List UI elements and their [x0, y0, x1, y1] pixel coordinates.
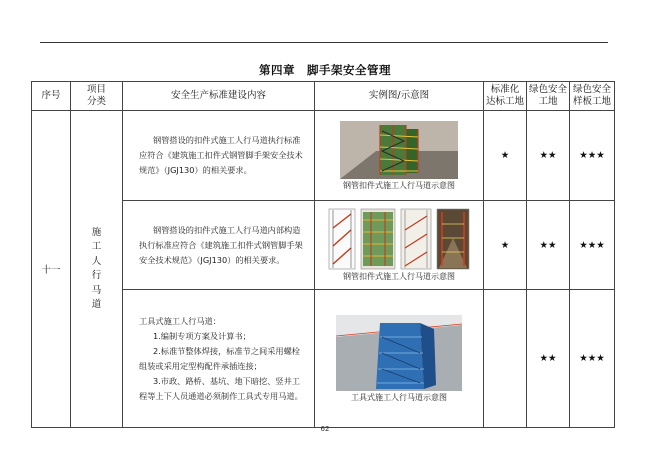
chapter-title: 第四章 脚手架安全管理 — [259, 63, 391, 77]
table-header-row — [32, 82, 615, 111]
scaffold-walkway-diagram-image — [327, 208, 471, 270]
header-rule — [40, 42, 608, 43]
header-image: 实例图/示意图 — [315, 82, 484, 111]
standard-rating: ★ — [484, 201, 527, 290]
content-paragraph: 1.编制专项方案及计算书； — [153, 330, 251, 341]
green-model-rating: ★★★ — [570, 201, 615, 290]
standard-rating — [484, 290, 527, 428]
content-paragraph: 3.市政、路桥、基坑、地下暗挖、竖井工程等上下人员通道必须制作工具式专用马道。 — [139, 375, 303, 401]
green-model-rating: ★★★ — [570, 290, 615, 428]
green-model-rating: ★★★ — [570, 111, 615, 201]
standard-rating: ★ — [484, 111, 527, 201]
header-category: 项目 分类 — [71, 82, 123, 111]
green-rating: ★★ — [527, 290, 570, 428]
image-cell — [315, 290, 484, 428]
image-caption: 钢管扣件式施工人行马道示意图 — [343, 180, 455, 190]
tool-walkway-render-image — [336, 315, 462, 391]
header-standard: 标准化 达标工地 — [484, 82, 527, 111]
green-rating: ★★ — [527, 201, 570, 290]
header-index: 序号 — [32, 82, 71, 111]
scaffold-walkway-render-image — [340, 121, 458, 179]
green-rating: ★★ — [527, 111, 570, 201]
image-caption: 钢管扣件式施工人行马道示意图 — [343, 272, 455, 281]
header-green: 绿色安全 工地 — [527, 82, 570, 111]
header-green-model: 绿色安全 样板工地 — [570, 82, 615, 111]
content-paragraph: 工具式施工人行马道： — [139, 315, 221, 326]
content-paragraph: 钢管搭设的扣件式施工人行马道执行标准应符合《建筑施工扣件式钢管脚手架安全技术规范》（JGJ130）的相关要求。 — [139, 135, 303, 175]
row-index: 十一 — [32, 111, 71, 428]
content-paragraph: 钢管搭设的扣件式施工人行马道内部构造执行标准应符合《建筑施工扣件式钢管脚手架安全技术规范》（JGJ130）的相关要求。 — [139, 224, 303, 265]
header-content: 安全生产标准建设内容 — [123, 82, 315, 111]
content-cell — [123, 111, 315, 201]
table-row — [32, 111, 615, 201]
row-category: 施 工 人 行 马 道 — [71, 111, 123, 428]
content-paragraph: 2.标准节整体焊接，标准节之间采用螺栓组装或采用定型构配件承插连接； — [139, 345, 300, 371]
standards-table — [31, 81, 615, 428]
content-cell — [123, 290, 315, 428]
content-cell — [123, 201, 315, 290]
page-number: 62 — [320, 425, 330, 433]
image-cell — [315, 111, 484, 201]
image-cell — [315, 201, 484, 290]
image-caption: 工具式施工人行马道示意图 — [351, 392, 447, 402]
